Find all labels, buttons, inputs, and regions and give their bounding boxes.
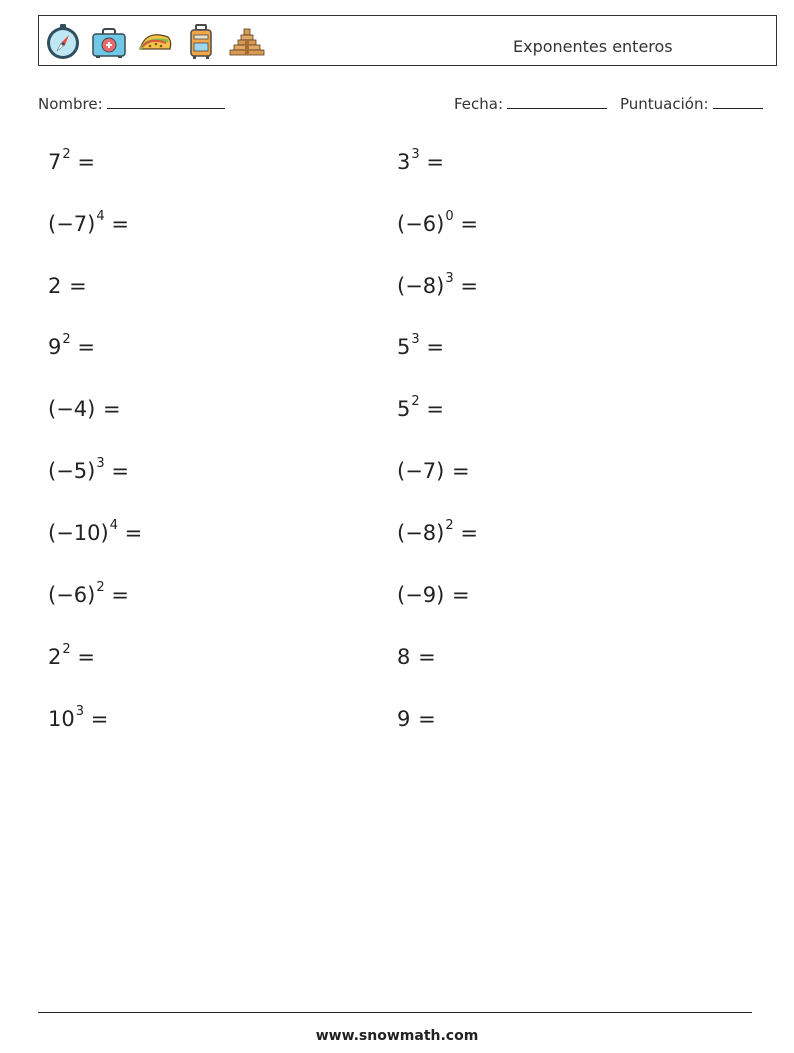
- date-field: [454, 94, 607, 113]
- equals-sign: =: [452, 459, 470, 483]
- equals-sign: =: [103, 397, 121, 421]
- problem-base: 2: [48, 274, 62, 298]
- problem-left-1: [48, 147, 95, 174]
- score-label: Puntuación:: [620, 95, 709, 113]
- problem-right-8: [397, 583, 470, 607]
- problem-right-5: [397, 394, 444, 421]
- problem-left-6: [48, 456, 129, 483]
- problem-left-4: [48, 332, 95, 359]
- luggage-icon: [182, 23, 220, 61]
- problem-base: (−4): [48, 397, 96, 421]
- footer-url[interactable]: www.snowmath.com: [315, 1028, 479, 1044]
- problem-right-4: [397, 332, 444, 359]
- pyramid-icon: [228, 23, 266, 61]
- equals-sign: =: [111, 212, 129, 236]
- name-blank[interactable]: [107, 94, 225, 109]
- header-icons: [44, 22, 266, 62]
- problem-base: (−8): [397, 274, 445, 298]
- problem-exponent: 3: [96, 456, 105, 471]
- problem-right-7: [397, 518, 478, 545]
- problem-right-10: [397, 707, 436, 731]
- equals-sign: =: [426, 335, 444, 359]
- problem-base: (−6): [397, 212, 445, 236]
- equals-sign: =: [452, 583, 470, 607]
- problem-base: 10: [48, 707, 75, 731]
- problem-right-2: [397, 209, 478, 236]
- problem-left-9: [48, 642, 95, 669]
- problem-left-10: [48, 704, 109, 731]
- problem-left-2: [48, 209, 129, 236]
- problem-base: (−7): [48, 212, 96, 236]
- equals-sign: =: [426, 150, 444, 174]
- problem-base: 7: [48, 150, 62, 174]
- problem-exponent: 0: [445, 209, 454, 224]
- problem-exponent: 3: [411, 332, 420, 347]
- equals-sign: =: [418, 645, 436, 669]
- equals-sign: =: [77, 335, 95, 359]
- equals-sign: =: [460, 521, 478, 545]
- problem-base: (−5): [48, 459, 96, 483]
- equals-sign: =: [124, 521, 143, 545]
- problem-exponent: 4: [109, 518, 118, 533]
- date-blank[interactable]: [507, 94, 607, 109]
- name-field: [38, 94, 225, 113]
- score-blank[interactable]: [713, 94, 763, 109]
- worksheet-title: Exponentes enteros: [513, 37, 673, 56]
- problem-base: (−8): [397, 521, 445, 545]
- problem-exponent: 2: [445, 518, 454, 533]
- problem-right-9: [397, 645, 436, 669]
- compass-icon: [44, 23, 82, 61]
- problem-left-8: [48, 580, 129, 607]
- problem-base: 2: [48, 645, 62, 669]
- problem-base: 3: [397, 150, 411, 174]
- problem-base: (−7): [397, 459, 445, 483]
- problem-base: (−9): [397, 583, 445, 607]
- equals-sign: =: [460, 212, 478, 236]
- score-field: [620, 94, 763, 113]
- problem-base: 5: [397, 335, 411, 359]
- equals-sign: =: [460, 274, 478, 298]
- equals-sign: =: [77, 150, 95, 174]
- problem-right-1: [397, 147, 444, 174]
- problem-base: (−10): [48, 521, 109, 545]
- footer-divider: [38, 1012, 752, 1013]
- name-label: Nombre:: [38, 95, 103, 113]
- problem-base: 9: [397, 707, 411, 731]
- problem-left-3: [48, 274, 87, 298]
- problem-exponent: 2: [62, 642, 71, 657]
- header-box: [38, 15, 777, 66]
- equals-sign: =: [111, 459, 129, 483]
- problem-exponent: 4: [96, 209, 105, 224]
- first-aid-kit-icon: [90, 23, 128, 61]
- problem-exponent: 3: [411, 147, 420, 162]
- problem-right-6: [397, 459, 470, 483]
- problem-exponent: 2: [411, 394, 420, 409]
- problem-exponent: 2: [96, 580, 105, 595]
- problem-left-7: [48, 518, 143, 545]
- problem-base: 5: [397, 397, 411, 421]
- equals-sign: =: [90, 707, 109, 731]
- equals-sign: =: [69, 274, 87, 298]
- problem-base: (−6): [48, 583, 96, 607]
- equals-sign: =: [426, 397, 444, 421]
- problem-exponent: 3: [75, 704, 85, 719]
- problem-exponent: 2: [62, 147, 71, 162]
- problem-left-5: [48, 397, 121, 421]
- equals-sign: =: [418, 707, 436, 731]
- equals-sign: =: [77, 645, 95, 669]
- equals-sign: =: [111, 583, 129, 607]
- problem-base: 8: [397, 645, 411, 669]
- date-label: Fecha:: [454, 95, 504, 113]
- problem-base: 9: [48, 335, 62, 359]
- problem-right-3: [397, 271, 478, 298]
- problem-exponent: 2: [62, 332, 71, 347]
- problem-exponent: 3: [445, 271, 454, 286]
- taco-icon: [136, 23, 174, 61]
